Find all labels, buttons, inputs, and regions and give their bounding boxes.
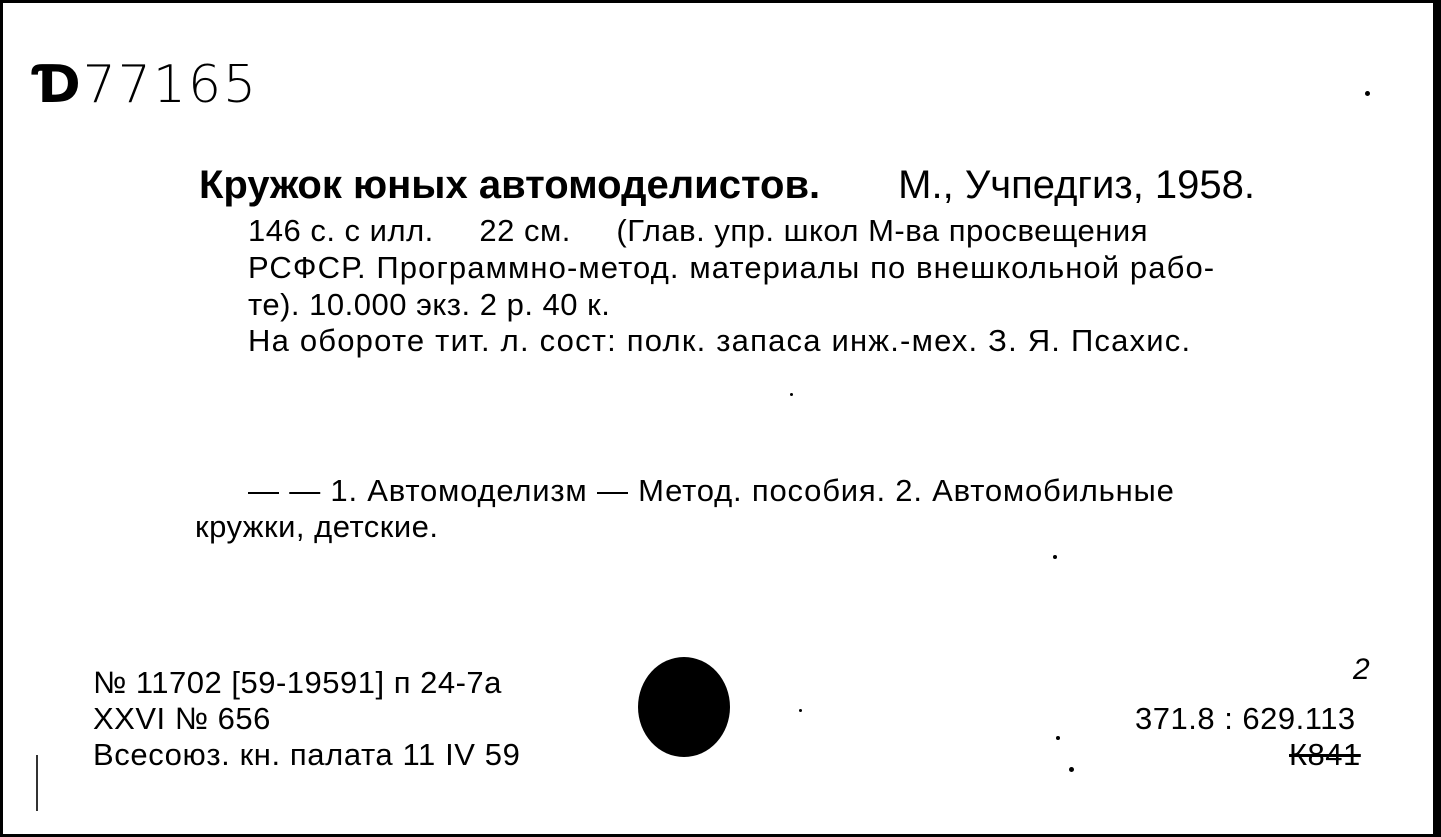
description-line: 146 с. с илл. 22 см. (Глав. упр. школ М-ва просвещения	[248, 213, 1148, 248]
subject-heading-line: — — 1. Автомоделизм — Метод. пособия. 2. Автомобильные	[248, 473, 1175, 508]
description-line: те). 10.000 экз. 2 р. 40 к.	[248, 287, 611, 322]
speck-mark	[790, 393, 793, 396]
book-title: Кружок юных автомоделистов.	[199, 163, 821, 207]
registry-line: XXVI № 656	[93, 701, 271, 736]
handwritten-mark: 2	[1353, 653, 1371, 686]
handwritten-accession-number: Ɗ77165	[35, 55, 259, 115]
card-title	[199, 163, 1255, 208]
punch-hole	[638, 657, 730, 757]
speck-mark	[1365, 91, 1370, 96]
d-stamp-icon: Ɗ	[35, 55, 83, 115]
speck-mark	[1069, 767, 1074, 772]
description-line: РСФСР. Программно-метод. материалы по внешкольной рабо-	[248, 250, 1216, 285]
registry-line: Всесоюз. кн. палата 11 IV 59	[93, 737, 521, 772]
speck-mark	[799, 709, 802, 712]
udc-classification: 371.8 : 629.113	[1135, 701, 1356, 736]
speck-mark	[1053, 555, 1057, 559]
author-index: К841	[1289, 737, 1361, 772]
description-line: На обороте тит. л. сост: полк. запаса инж.-мех. З. Я. Псахис.	[248, 323, 1192, 358]
speck-mark	[1056, 736, 1060, 740]
registry-line: № 11702 [59-19591] п 24-7а	[93, 665, 502, 700]
edge-mark	[36, 755, 38, 811]
publication-info: М., Учпедгиз, 1958.	[898, 163, 1256, 207]
subject-heading-line: кружки, детские.	[195, 509, 439, 544]
